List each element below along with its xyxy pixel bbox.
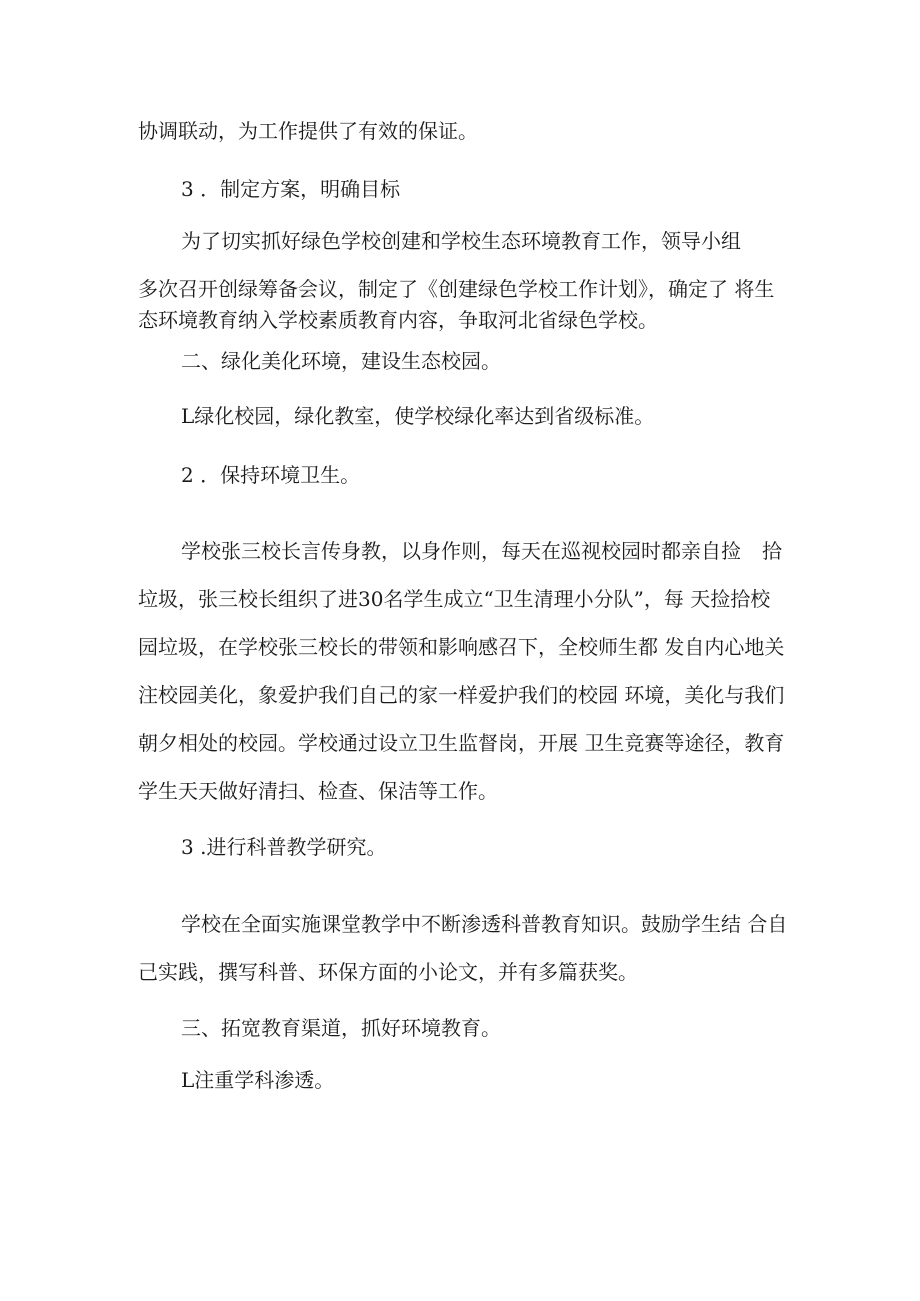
paragraph-line: 园垃圾，在学校张三校长的带领和影响感召下，全校师生都 发自内心地关 xyxy=(138,635,785,659)
paragraph-line: 多次召开创绿筹备会议，制定了《创建绿色学校工作计划》，确定了 将生 xyxy=(138,277,775,301)
section-heading-3: 3 ．制定方案，明确目标 xyxy=(181,177,401,201)
paragraph-line-tail: 拾 xyxy=(762,539,782,563)
list-item-2: 2 ．保持环境卫生。 xyxy=(181,463,361,487)
paragraph-line: 己实践，撰写科普、环保方面的小论文，并有多篇获奖。 xyxy=(138,960,638,984)
section-heading-2: 二、绿化美化环境，建设生态校园。 xyxy=(181,349,501,373)
paragraph-line: 垃圾，张三校长组织了进30名学生成立“卫生清理小分队”，每 天捡拾校 xyxy=(138,587,771,611)
paragraph-line: 注校园美化，象爱护我们自己的家一样爱护我们的校园 环境，美化与我们 xyxy=(138,683,785,707)
section-heading-3-title: 三、拓宽教育渠道，抓好环境教育。 xyxy=(181,1016,501,1040)
list-item-1: L绿化校园，绿化教室，使学校绿化率达到省级标准。 xyxy=(181,404,655,428)
paragraph-line: 学校在全面实施课堂教学中不断渗透科普教育知识。鼓励学生结 合自 xyxy=(181,912,788,936)
paragraph-line: 协调联动，为工作提供了有效的保证。 xyxy=(138,119,478,143)
paragraph-line: 朝夕相处的校园。学校通过设立卫生监督岗，开展 卫生竞赛等途径，教育 xyxy=(138,731,785,755)
paragraph-line: 态环境教育纳入学校素质教育内容，争取河北省绿色学校。 xyxy=(138,308,658,332)
list-item-1-subject: L注重学科渗透。 xyxy=(181,1068,335,1092)
paragraph-line: 学生天天做好清扫、检查、保洁等工作。 xyxy=(138,779,498,803)
list-item-3: 3 .进行科普教学研究。 xyxy=(181,835,387,859)
paragraph-line: 学校张三校长言传身教，以身作则，每天在巡视校园时都亲自捡 xyxy=(181,539,741,563)
paragraph-line: 为了切实抓好绿色学校创建和学校生态环境教育工作，领导小组 xyxy=(181,229,741,253)
